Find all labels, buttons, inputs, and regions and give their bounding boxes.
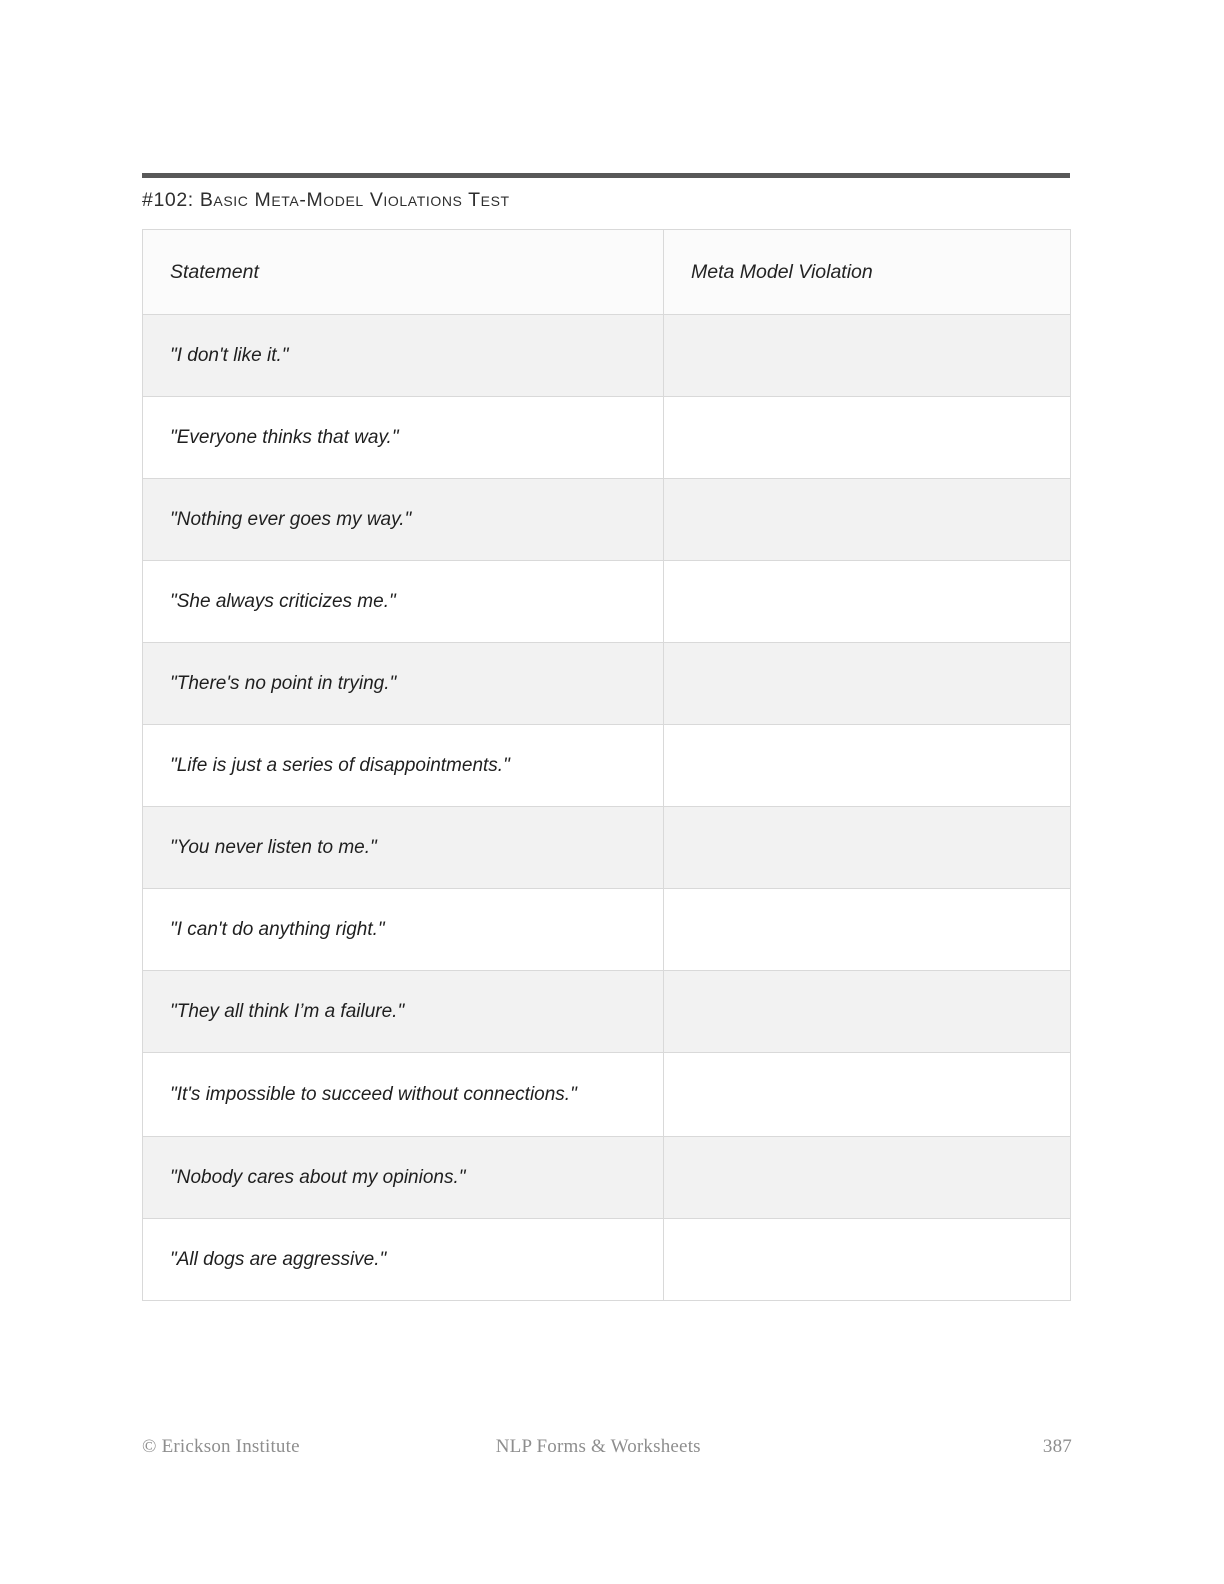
cell-statement: "All dogs are aggressive." (143, 1219, 664, 1301)
table-row (143, 725, 1071, 807)
cell-violation-input[interactable] (664, 889, 1071, 971)
cell-statement: "I can't do anything right." (143, 889, 664, 971)
cell-violation-input[interactable] (664, 315, 1071, 397)
cell-violation-input[interactable] (664, 1219, 1071, 1301)
cell-statement: "Nothing ever goes my way." (143, 479, 664, 561)
table-row (143, 807, 1071, 889)
table-row (143, 889, 1071, 971)
table-row (143, 971, 1071, 1053)
footer-series-title: NLP Forms & Worksheets (495, 1436, 701, 1457)
cell-violation-input[interactable] (664, 397, 1071, 479)
table-header (143, 230, 1071, 315)
cell-violation-input[interactable] (664, 1137, 1071, 1219)
cell-violation-input[interactable] (664, 643, 1071, 725)
cell-statement: "Life is just a series of disappointments." (143, 725, 664, 807)
cell-violation-input[interactable] (664, 725, 1071, 807)
table-row (143, 1053, 1071, 1137)
cell-violation-input[interactable] (664, 1053, 1071, 1137)
page-content (142, 0, 1070, 1301)
cell-statement: "There's no point in trying." (143, 643, 664, 725)
table-row (143, 643, 1071, 725)
table-row (143, 561, 1071, 643)
footer-copyright: © Erickson Institute (142, 1436, 300, 1457)
cell-statement: "Everyone thinks that way." (143, 397, 664, 479)
cell-statement: "She always criticizes me." (143, 561, 664, 643)
page-footer (142, 1436, 1072, 1458)
footer-page-number: 387 (1042, 1436, 1072, 1457)
cell-statement: "Nobody cares about my opinions." (143, 1137, 664, 1219)
cell-violation-input[interactable] (664, 561, 1071, 643)
cell-statement: "They all think I’m a failure." (143, 971, 664, 1053)
table-row (143, 397, 1071, 479)
cell-violation-input[interactable] (664, 807, 1071, 889)
column-header-statement: Statement (143, 230, 664, 315)
cell-statement: "I don't like it." (143, 315, 664, 397)
table-row (143, 315, 1071, 397)
column-header-violation: Meta Model Violation (664, 230, 1071, 315)
table-body (143, 315, 1071, 1301)
page-title: #102: Basic Meta-Model Violations Test (142, 189, 510, 211)
table-row (143, 1219, 1071, 1301)
cell-statement: "You never listen to me." (143, 807, 664, 889)
cell-violation-input[interactable] (664, 971, 1071, 1053)
cell-violation-input[interactable] (664, 479, 1071, 561)
table-row (143, 1137, 1071, 1219)
meta-model-violations-table (142, 229, 1071, 1301)
table-row (143, 479, 1071, 561)
table-header-row (143, 230, 1071, 315)
cell-statement: "It's impossible to succeed without connections." (143, 1053, 664, 1137)
